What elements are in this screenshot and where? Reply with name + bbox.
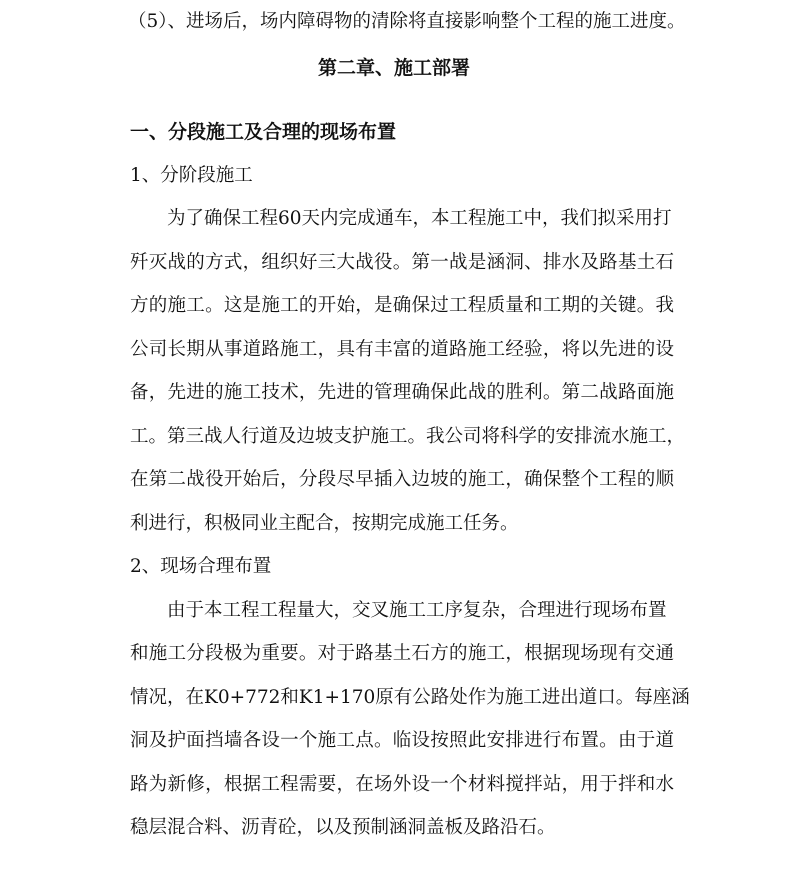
paragraph-1-line: 备，先进的施工技术，先进的管理确保此战的胜利。第二战路面施	[130, 382, 674, 403]
paragraph-2-line: 情况，在K0+772和K1+170原有公路处作为施工进出道口。每座涵	[130, 687, 690, 708]
paragraph-1-line: 利进行，积极同业主配合，按期完成施工任务。	[130, 513, 519, 534]
paragraph-2-line: 和施工分段极为重要。对于路基土石方的施工，根据现场现有交通	[130, 643, 674, 664]
subsection-1-heading: 1、分阶段施工	[130, 165, 253, 186]
paragraph-2-line: 洞及护面挡墙各设一个施工点。临设按照此安排进行布置。由于道	[130, 730, 674, 751]
paragraph-1-line: 公司长期从事道路施工，具有丰富的道路施工经验，将以先进的设	[130, 339, 674, 360]
paragraph-1-line: 歼灭战的方式，组织好三大战役。第一战是涵洞、排水及路基土石	[130, 252, 674, 273]
subsection-2-heading: 2、现场合理布置	[130, 556, 272, 577]
paragraph-2-line: 稳层混合料、沥青砼，以及预制涵洞盖板及路沿石。	[130, 817, 556, 838]
section-heading: 一、分段施工及合理的现场布置	[130, 121, 397, 143]
paragraph-2-line: 路为新修，根据工程需要，在场外设一个材料搅拌站，用于拌和水	[130, 774, 674, 795]
paragraph-1-line: 工。第三战人行道及边坡支护施工。我公司将科学的安排流水施工，	[130, 426, 686, 447]
paragraph-1-line: 为了确保工程60天内完成通车，本工程施工中，我们拟采用打	[167, 208, 672, 229]
paragraph-2-line: 由于本工程工程量大，交叉施工工序复杂，合理进行现场布置	[167, 600, 667, 621]
paragraph-1-line: 方的施工。这是施工的开始，是确保过工程质量和工期的关键。我	[130, 295, 674, 316]
paragraph-1-line: 在第二战役开始后，分段尽早插入边坡的施工，确保整个工程的顺	[130, 469, 674, 490]
intro-line: （5）、进场后，场内障碍物的清除将直接影响整个工程的施工进度。	[128, 11, 686, 32]
chapter-title: 第二章、施工部署	[318, 57, 471, 79]
